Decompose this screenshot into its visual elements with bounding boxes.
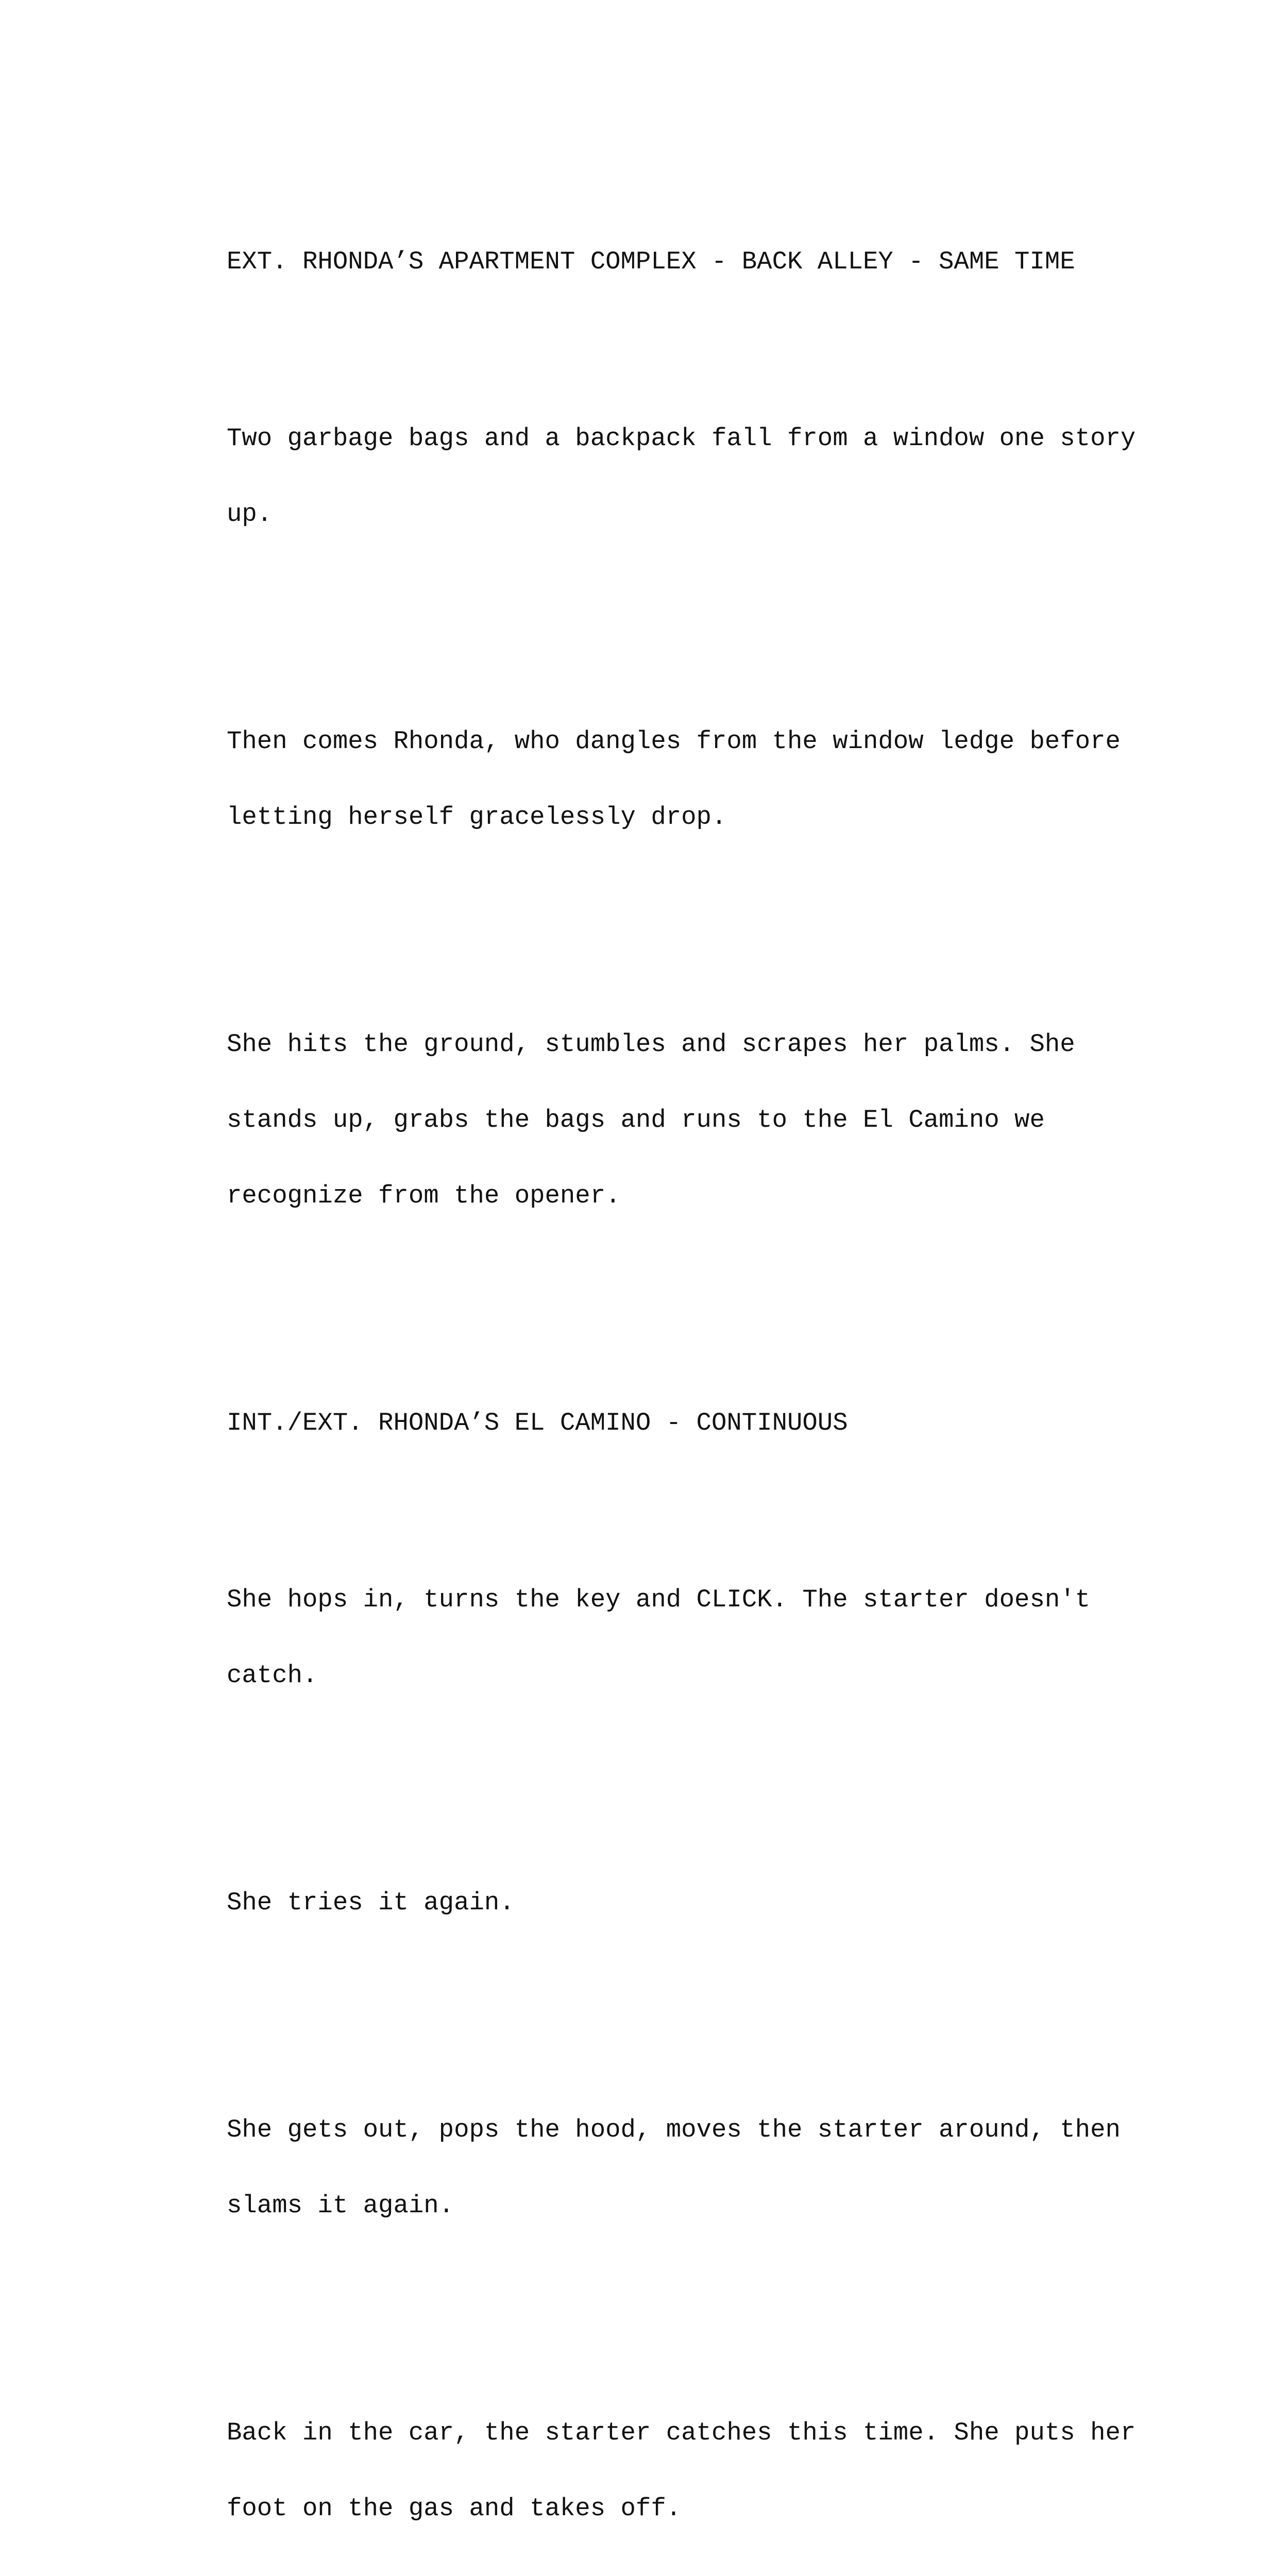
action-paragraph xyxy=(227,679,1133,880)
action-line: letting herself gracelessly drop. xyxy=(227,803,727,832)
action-line: Back in the car, the starter catches this time. She puts her xyxy=(227,2418,1136,2447)
action-paragraph xyxy=(227,376,1136,578)
action-paragraph xyxy=(227,981,1133,1259)
action-line: Two garbage bags and a backpack fall from a window one story xyxy=(227,424,1136,453)
action-paragraph xyxy=(227,2067,1133,2269)
scene-heading: INT./EXT. RHONDA’S EL CAMINO - CONTINUOUS xyxy=(227,1409,848,1437)
screenplay-body xyxy=(227,148,1136,2576)
action-line: stands up, grabs the bags and runs to the El Camino we xyxy=(227,1106,1045,1134)
action-line: She hops in, turns the key and CLICK. The starter doesn't xyxy=(227,1585,1091,1614)
action-paragraph xyxy=(227,1537,1133,1739)
action-line: Then comes Rhonda, who dangles from the window ledge before xyxy=(227,727,1121,756)
action-line: foot on the gas and takes off. xyxy=(227,2494,682,2523)
scene-heading: EXT. RHONDA’S APARTMENT COMPLEX - BACK ALLEY - SAME TIME xyxy=(227,247,1075,276)
action-paragraph xyxy=(227,1840,1133,1966)
action-paragraph xyxy=(227,2370,1136,2572)
action-line: up. xyxy=(227,500,273,529)
action-line: slams it again. xyxy=(227,2191,454,2220)
action-line: She gets out, pops the hood, moves the starter around, then xyxy=(227,2115,1121,2144)
action-line: She tries it again. xyxy=(227,1888,515,1917)
action-line: catch. xyxy=(227,1661,318,1690)
action-line: She hits the ground, stumbles and scrapes her palms. She xyxy=(227,1030,1075,1059)
action-line: recognize from the opener. xyxy=(227,1181,621,1210)
